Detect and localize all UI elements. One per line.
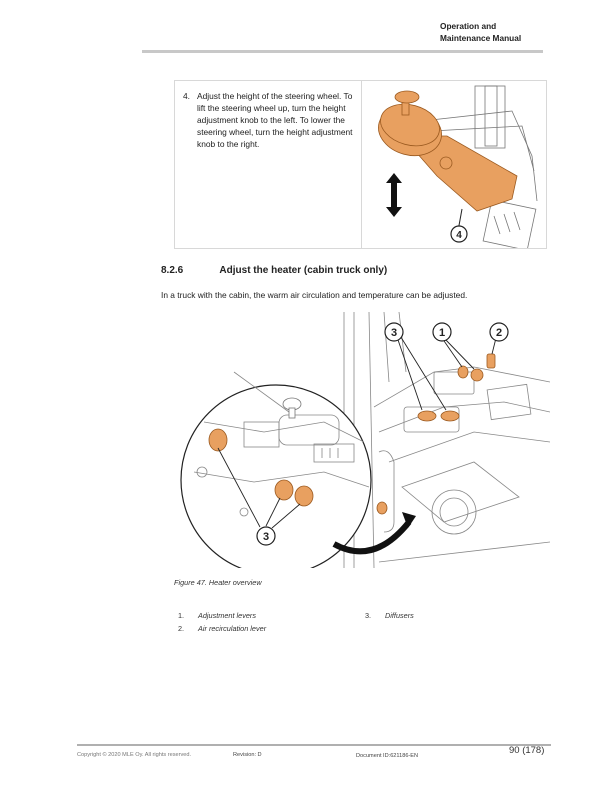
legend-label: Diffusers bbox=[385, 611, 414, 620]
figure-caption: Figure 47. Heater overview bbox=[174, 578, 262, 587]
manual-title bbox=[440, 20, 521, 44]
section-intro: In a truck with the cabin, the warm air circulation and temperature can be adjusted. bbox=[161, 290, 468, 300]
legend-left bbox=[178, 609, 266, 635]
footer-rule bbox=[77, 744, 551, 746]
detail-magnifier-circle bbox=[181, 385, 371, 568]
section-number: 8.2.6 bbox=[161, 265, 184, 276]
footer-copyright: Copyright © 2020 MLE Oy. All rights reserved. bbox=[77, 752, 192, 758]
legend-item bbox=[178, 622, 266, 635]
header-rule bbox=[142, 50, 543, 53]
heater-drawing bbox=[174, 312, 550, 568]
steering-adjust-drawing bbox=[362, 81, 546, 248]
step-instruction: Adjust the height of the steering wheel. To lift the steering wheel up, turn the height adjustment knob to the left. To lower the steering wheel, turn the height adjustment knob to the right. bbox=[197, 91, 353, 149]
callout-1: 1 bbox=[438, 327, 446, 339]
callout-3-top: 3 bbox=[390, 327, 398, 339]
manual-title-line1: Operation and bbox=[440, 21, 497, 31]
footer-revision: Revision: D bbox=[233, 752, 262, 758]
section-heading bbox=[161, 265, 387, 276]
callout-2: 2 bbox=[495, 327, 503, 339]
legend-item bbox=[365, 609, 414, 622]
heater-overview-figure bbox=[174, 312, 550, 568]
callout-4: 4 bbox=[456, 230, 462, 241]
manual-title-line2: Maintenance Manual bbox=[440, 33, 522, 43]
legend-num: 2. bbox=[178, 624, 185, 633]
step-table bbox=[174, 80, 547, 249]
legend-label: Adjustment levers bbox=[198, 611, 256, 620]
steering-wheel-illustration bbox=[362, 81, 546, 248]
legend-num: 3. bbox=[365, 611, 372, 620]
section-title: Adjust the heater (cabin truck only) bbox=[219, 265, 388, 276]
step-number: 4. bbox=[183, 91, 190, 101]
callout-3-bottom: 3 bbox=[262, 531, 270, 543]
legend-item bbox=[178, 609, 266, 622]
footer-page-number: 90 (178) bbox=[509, 745, 545, 756]
legend-label: Air recirculation lever bbox=[198, 624, 267, 633]
legend-right bbox=[365, 609, 414, 622]
legend-num: 1. bbox=[178, 611, 185, 620]
footer-document-id: Document ID:621186-EN bbox=[356, 753, 419, 759]
step-text-cell bbox=[175, 81, 362, 248]
